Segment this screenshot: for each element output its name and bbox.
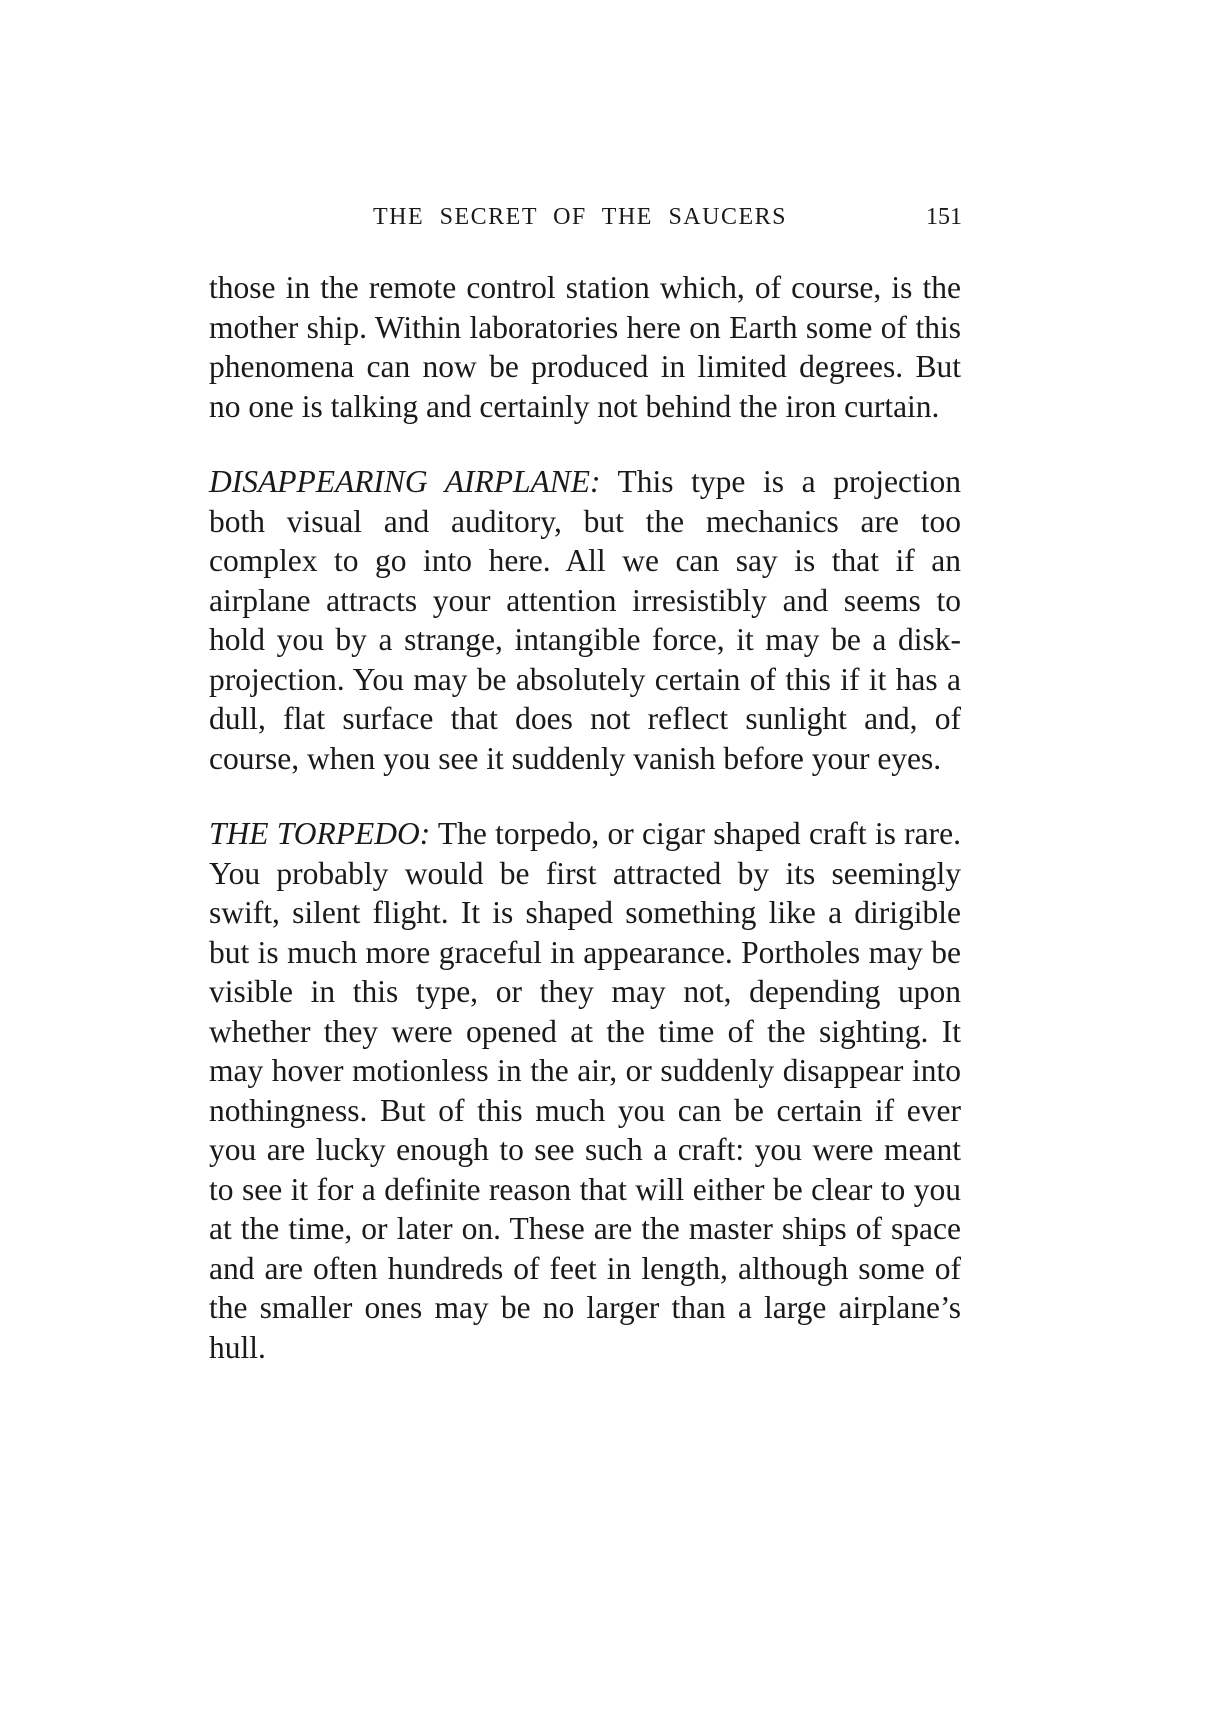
paragraph-torpedo [209,814,961,1367]
running-head [210,200,962,234]
paragraph-disappearing-airplane [209,462,961,778]
paragraph-text: those in the remote control station which, of course, is the mother ship. Within laboratories here on Earth some of this phenomena can now be produced in limited degrees. But no one is talking and certainly not behind the iron curtain. [209,270,961,424]
section-lead-torpedo: THE TORPEDO: [209,816,431,851]
section-lead-disappearing-airplane: DISAPPEARING AIRPLANE: [209,464,601,499]
paragraph-continuation [209,268,961,426]
paragraph-text: The torpedo, or cigar shaped craft is rare. You probably would be first attracted by its seemingly swift, silent flight. It is shaped something like a dirigible but is much more graceful in appearance. Portholes may be visible in this type, or they may not, depending upon whether they were opened at the time of the sighting. It may hover motionless in the air, or suddenly disappear into nothingness. But of this much you can be certain if ever you are lucky enough to see such a craft: you were meant to see it for a definite reason that will either be clear to you at the time, or later on. These are the master ships of space and are often hundreds of feet in length, although some of the smaller ones may be no larger than a large airplane’s hull. [209,816,961,1365]
paragraph-text: This type is a projection both visual and auditory, but the mechanics are too complex to go into here. All we can say is that if an airplane attracts your attention irresistibly and seems to hold you by a strange, intangible force, it may be a disk-projection. You may be absolutely certain of this if it has a dull, flat surface that does not reflect sunlight and, of course, when you see it suddenly vanish before your eyes. [209,464,961,776]
body-text [209,268,961,1403]
page-number: 151 [926,204,962,230]
running-head-title: THE SECRET OF THE SAUCERS [373,204,787,230]
